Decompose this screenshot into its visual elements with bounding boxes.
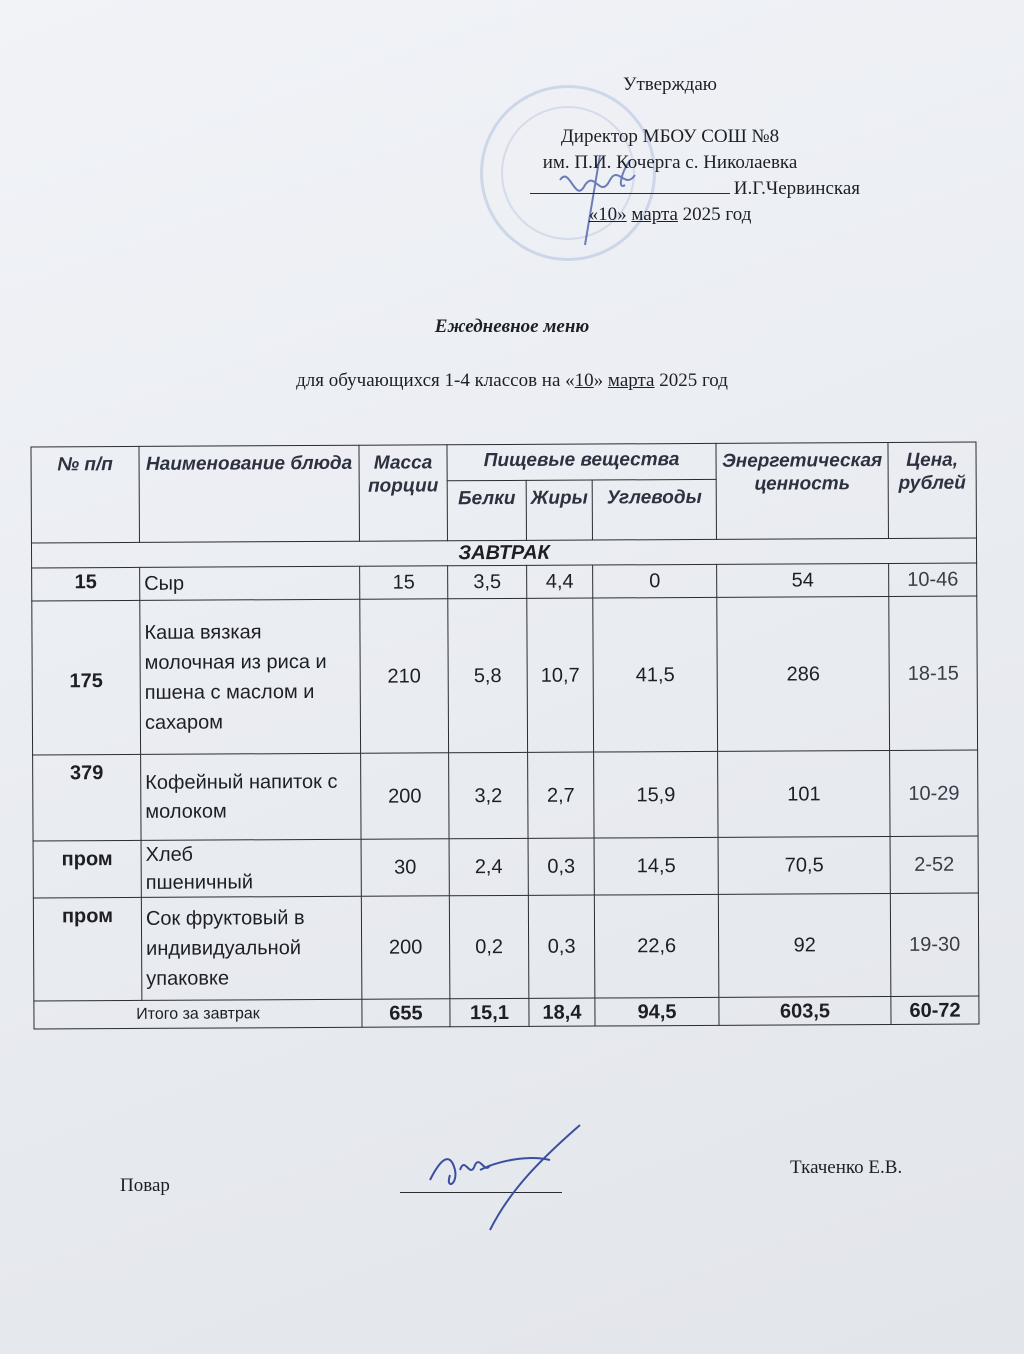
cell-price: 18-15 xyxy=(889,596,978,750)
section-breakfast: ЗАВТРАК xyxy=(31,538,976,568)
subtitle-month: марта xyxy=(607,370,655,391)
subtitle-suffix: 2025 год xyxy=(654,370,728,391)
cell-carbs: 15,9 xyxy=(594,751,718,838)
total-mass: 655 xyxy=(362,999,450,1027)
cell-mass: 210 xyxy=(360,599,449,753)
header-protein: Белки xyxy=(447,480,526,540)
header-carbs: Углеводы xyxy=(592,479,716,540)
cell-name: Сыр xyxy=(140,566,360,600)
approval-block xyxy=(480,72,860,228)
header-energy: Энергетическая ценность xyxy=(716,442,889,539)
document-title: Ежедневное меню xyxy=(434,316,590,337)
total-energy: 603,5 xyxy=(719,996,891,1025)
table-row xyxy=(33,836,978,898)
cell-price: 10-46 xyxy=(889,563,977,596)
table-row xyxy=(33,893,979,1001)
header-fat: Жиры xyxy=(526,480,592,540)
cell-price: 19-30 xyxy=(890,893,979,996)
subtitle-prefix: для обучающихся 1-4 классов на « xyxy=(296,370,575,391)
cell-fat: 4,4 xyxy=(527,565,593,598)
cell-name: Кофейный напиток с молоком xyxy=(141,753,361,840)
cell-protein: 0,2 xyxy=(449,895,529,998)
cell-fat: 10,7 xyxy=(527,598,594,752)
cell-num: 175 xyxy=(32,600,141,755)
cell-carbs: 41,5 xyxy=(593,597,718,752)
cook-signature xyxy=(410,1120,590,1240)
header-mass: Масса порции xyxy=(359,445,448,541)
approval-date-day: «10» xyxy=(588,204,627,225)
cell-energy: 101 xyxy=(718,750,890,837)
cell-price: 10-29 xyxy=(890,750,978,836)
total-row xyxy=(34,996,979,1029)
subtitle-mid: » xyxy=(593,370,608,391)
document-subtitle xyxy=(0,370,1024,392)
cell-energy: 92 xyxy=(718,893,891,997)
header-name: Наименование блюда xyxy=(139,445,359,542)
total-price: 60-72 xyxy=(891,996,979,1024)
total-carbs: 94,5 xyxy=(595,997,719,1026)
cell-mass: 15 xyxy=(360,566,448,599)
cell-fat: 0,3 xyxy=(528,895,595,998)
cell-name: Сок фруктовый в индивидуальной упаковке xyxy=(141,896,362,1000)
table-row xyxy=(32,596,978,755)
cell-name: Хлеб пшеничный xyxy=(141,839,361,897)
cell-carbs: 14,5 xyxy=(594,837,718,895)
cell-mass: 200 xyxy=(361,896,450,999)
header-num: № п/п xyxy=(31,446,140,543)
cell-num: 15 xyxy=(32,567,140,601)
cell-protein: 3,2 xyxy=(449,752,528,838)
cook-role: Повар xyxy=(120,1175,170,1196)
cell-fat: 0,3 xyxy=(528,838,594,895)
cell-mass: 30 xyxy=(361,839,449,896)
cell-num: пром xyxy=(33,897,142,1001)
cell-price: 2-52 xyxy=(890,836,978,893)
menu-table xyxy=(30,442,979,1030)
approval-heading: Утверждаю xyxy=(623,74,717,95)
cell-protein: 5,8 xyxy=(448,598,528,752)
cell-num: пром xyxy=(33,840,141,898)
approval-position-2: им. П.И. Кочерга с. Николаевка xyxy=(542,152,798,173)
cook-name: Ткаченко Е.В. xyxy=(790,1157,903,1178)
cell-protein: 3,5 xyxy=(448,565,527,598)
cell-mass: 200 xyxy=(361,753,449,839)
total-protein: 15,1 xyxy=(450,998,529,1026)
cell-energy: 286 xyxy=(717,596,890,751)
subtitle-day: 10 xyxy=(574,370,594,391)
cell-fat: 2,7 xyxy=(528,752,595,838)
header-price: Цена, рублей xyxy=(888,442,977,538)
cell-num: 379 xyxy=(33,754,141,841)
cell-protein: 2,4 xyxy=(449,838,528,895)
approval-date-month: марта xyxy=(631,204,678,225)
total-fat: 18,4 xyxy=(529,998,595,1026)
cell-energy: 54 xyxy=(717,563,889,597)
total-label: Итого за завтрак xyxy=(34,999,362,1029)
table-row xyxy=(33,750,978,841)
cell-name: Каша вязкая молочная из риса и пшена с маслом и сахаром xyxy=(140,599,361,754)
header-nutrients: Пищевые вещества xyxy=(447,443,716,480)
cell-carbs: 0 xyxy=(593,564,717,598)
cell-energy: 70,5 xyxy=(718,836,890,894)
table-row xyxy=(32,563,977,601)
approval-position-1: Директор МБОУ СОШ №8 xyxy=(560,126,780,147)
approval-date-year: 2025 год xyxy=(682,204,752,225)
cell-carbs: 22,6 xyxy=(594,894,719,998)
approval-name: И.Г.Червинская xyxy=(733,178,860,199)
